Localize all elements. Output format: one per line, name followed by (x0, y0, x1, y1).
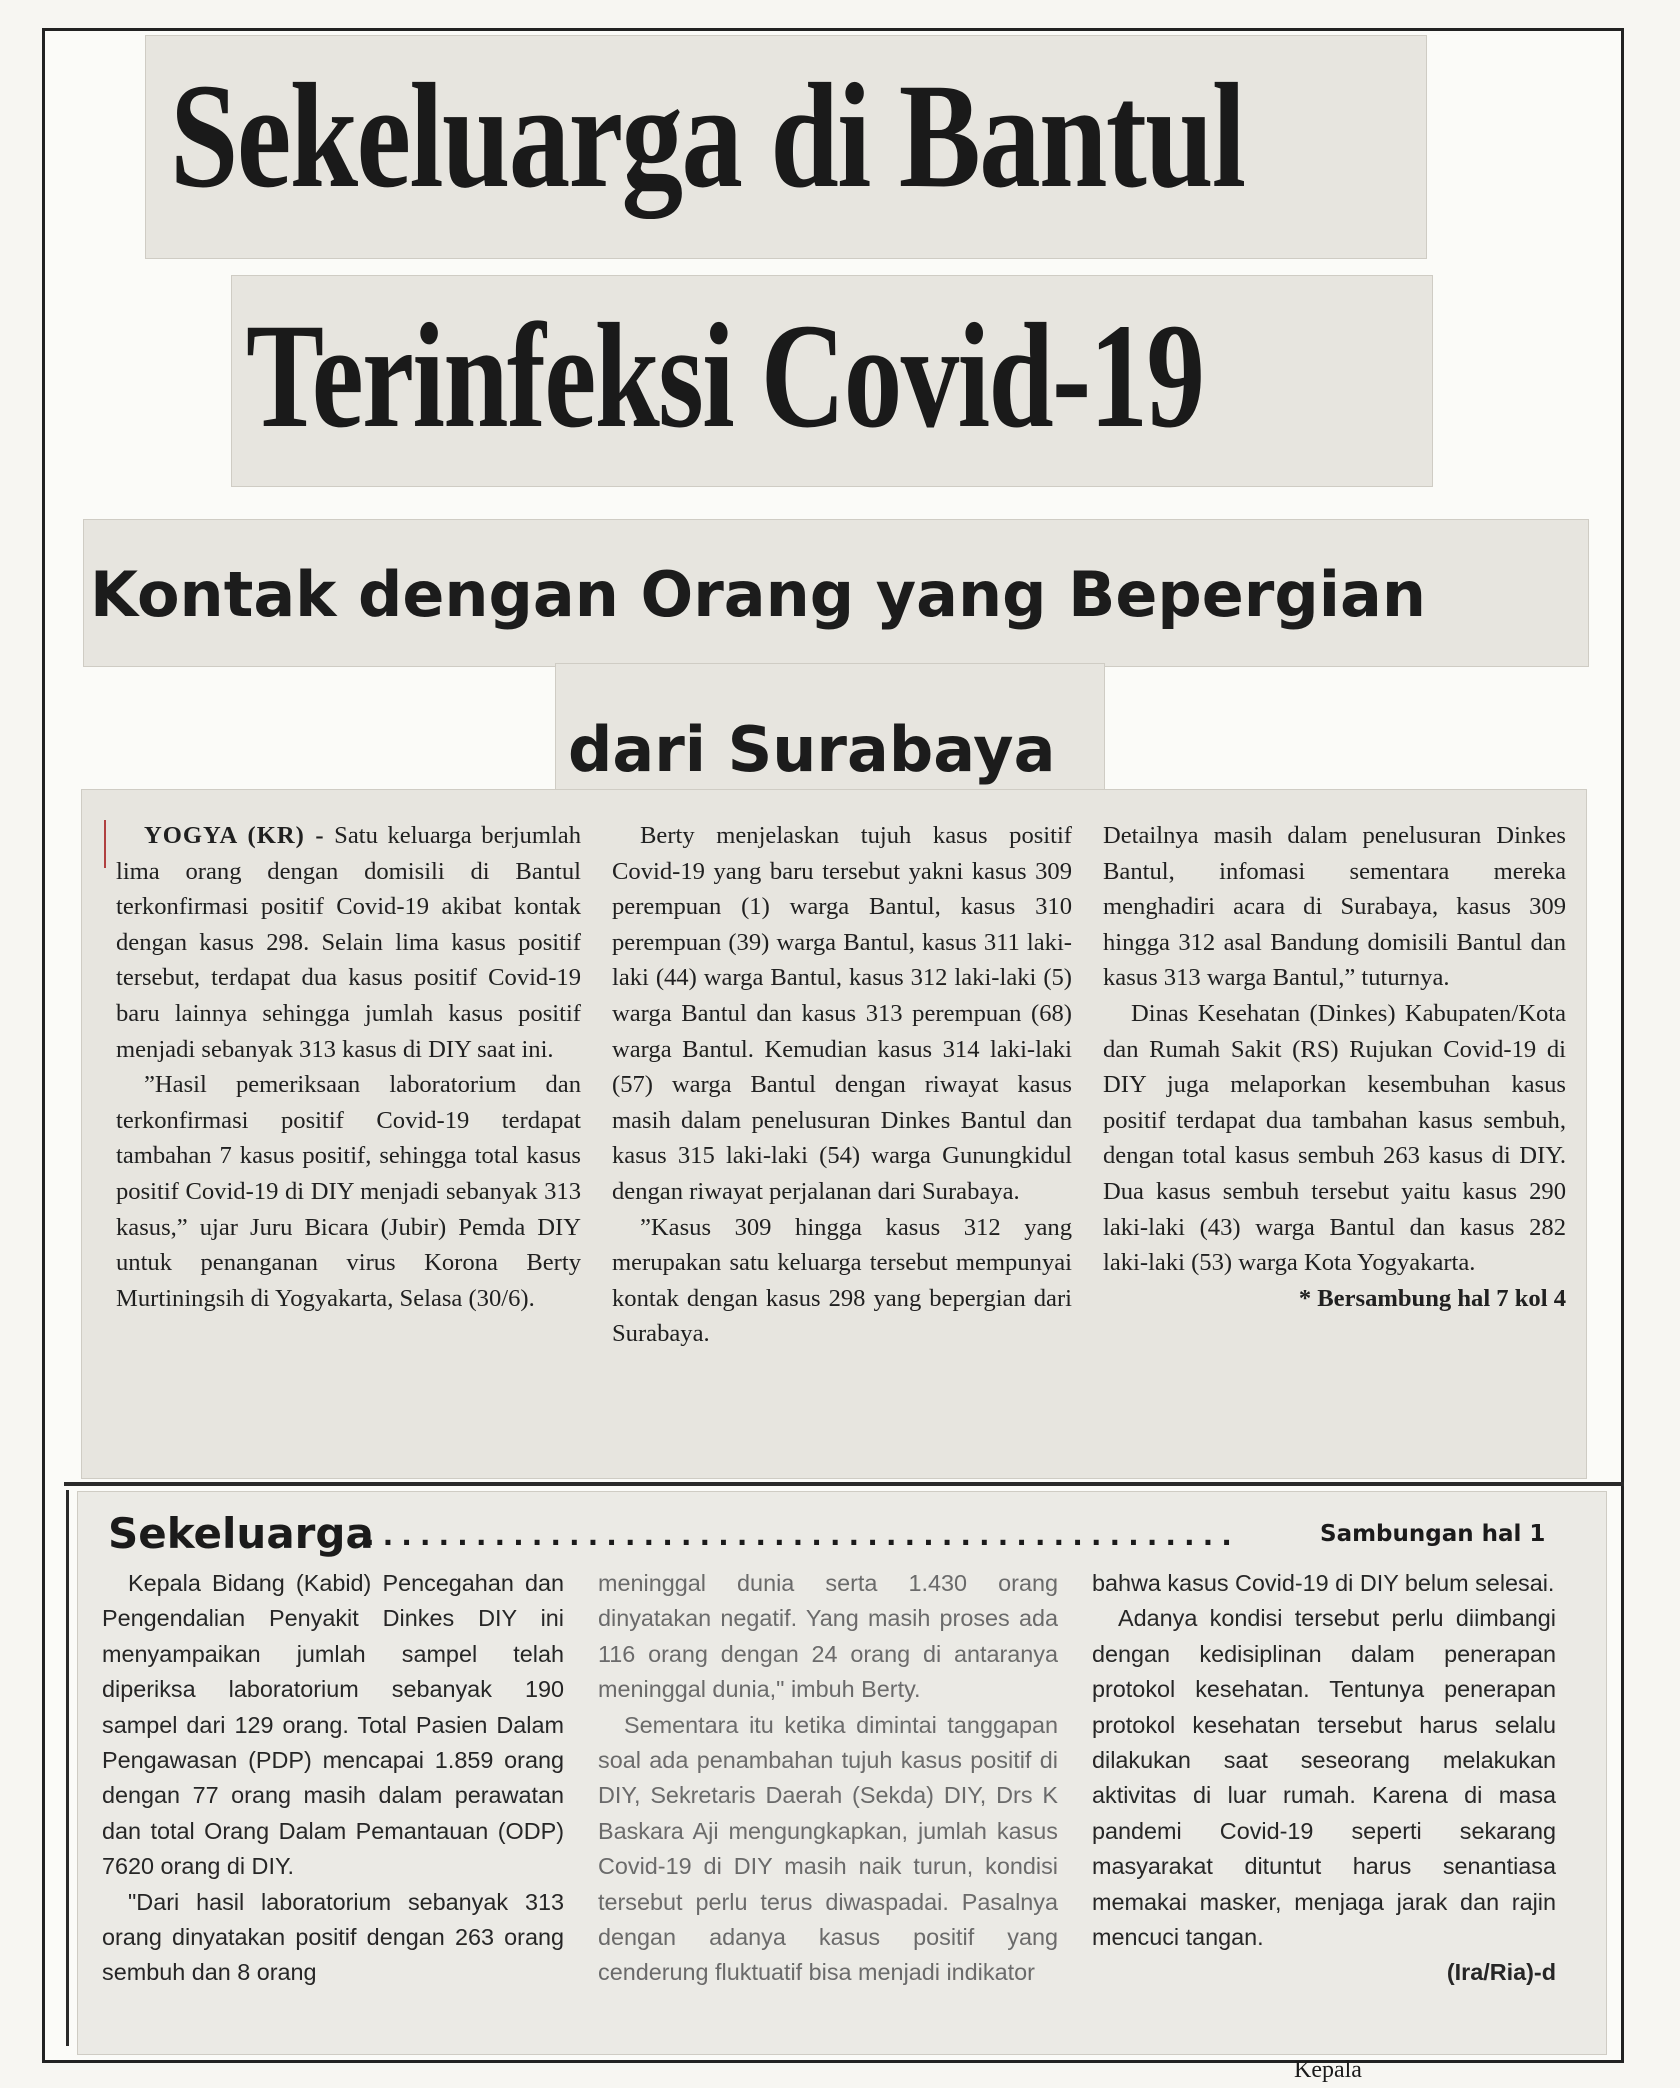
continuation-column-3 (1092, 1566, 1556, 1991)
subheadline-line1: Kontak dengan Orang yang Bepergian (90, 558, 1426, 631)
continuation-column-1 (102, 1566, 564, 1991)
headline-line2: Terinfeksi Covid-19 (246, 293, 1204, 459)
continuation-left-rule (66, 1490, 69, 2046)
continued-note: * Bersambung hal 7 kol 4 (1298, 1284, 1566, 1312)
continuation-label: Sambungan hal 1 (1320, 1521, 1546, 1547)
paragraph: Berty menjelaskan tujuh kasus positif Covid-19 yang baru tersebut yakni kasus 309 perempuan (1) warga Bantul, kasus 310 perempuan (39) warga Bantul, kasus 311 laki-laki (44) warga Bantul, kasus 312 laki-laki (5) warga Bantul dan kasus 313 perempuan (68) warga Bantul. Kemudian kasus 314 laki-laki (57) warga Bantul dengan riwayat kasus masih dalam penelusuran Dinkes Bantul dan kasus 315 laki-laki (54) warga Gunungkidul dengan riwayat perjalanan dari Surabaya. (612, 822, 1072, 1205)
author-credit: (Ira/Ria)-d (1446, 1959, 1556, 1986)
paragraph: "Dari hasil laboratorium sebanyak 313 orang dinyatakan positif dengan 263 orang sembuh dan 8 orang (102, 1888, 564, 1986)
paragraph: Satu keluarga berjumlah lima orang dengan domisili di Bantul terkonfirmasi positif Covid-19 akibat kontak dengan kasus 298. Selain lima kasus positif tersebut, terdapat dua kasus positif Covid-19 baru lainnya sehingga jumlah kasus positif menjadi sebanyak 313 kasus di DIY saat ini. (116, 822, 581, 1063)
continuation-title: Sekeluarga (108, 1509, 374, 1558)
paragraph: bahwa kasus Covid-19 di DIY belum selesai. (1092, 1570, 1555, 1596)
article-column-2 (612, 818, 1072, 1352)
paragraph: ”Kasus 309 hingga kasus 312 yang merupakan satu keluarga tersebut mempunyai kontak dengan kasus 298 yang bepergian dari Surabaya. (612, 1213, 1072, 1348)
article-column-1 (116, 818, 581, 1316)
paragraph: Adanya kondisi tersebut perlu diimbangi dengan kedisiplinan dalam penerapan protokol kesehatan. Tentunya penerapan protokol kesehatan tersebut harus selalu dilakukan saat seseorang melakukan aktivitas di luar rumah. Karena di masa pandemi Covid-19 seperti sekarang masyarakat dituntut harus senantiasa memakai masker, menjaga jarak dan rajin mencuci tangan. (1092, 1605, 1556, 1951)
dateline: YOGYA (KR) - (144, 822, 325, 849)
paragraph: Dinas Kesehatan (Dinkes) Kabupaten/Kota dan Rumah Sakit (RS) Rujukan Covid-19 di DIY juga melaporkan kesembuhan kasus positif terdapat dua tambahan kasus sembuh, dengan total kasus sembuh 263 kasus di DIY. Dua kasus sembuh tersebut yaitu kasus 290 laki-laki (43) warga Bantul dan kasus 282 laki-laki (53) warga Kota Yogyakarta. (1103, 999, 1566, 1277)
paragraph: Detailnya masih dalam penelusuran Dinkes Bantul, infomasi sementara mereka menghadiri acara di Surabaya, kasus 309 hingga 312 asal Bandung domisili Bantul dan kasus 313 warga Bantul,” tuturnya. (1103, 822, 1566, 992)
paragraph: meninggal dunia serta 1.430 orang dinyatakan negatif. Yang masih proses ada 116 orang dengan 24 orang di antaranya meninggal dunia," imbuh Berty. (598, 1570, 1058, 1703)
subheadline-line2: dari Surabaya (568, 713, 1056, 786)
continuation-column-2 (598, 1566, 1058, 1991)
paragraph: ”Hasil pemeriksaan laboratorium dan terkonfirmasi positif Covid-19 terdapat tambahan 7 kasus positif, sehingga total kasus positif Covid-19 di DIY menjadi sebanyak 313 kasus,” ujar Juru Bicara (Jubir) Pemda DIY untuk penanganan virus Korona Berty Murtiningsih di Yogyakarta, Selasa (30/6). (116, 1071, 581, 1312)
paragraph: Kepala Bidang (Kabid) Pencegahan dan Pengendalian Penyakit Dinkes DIY ini menyampaikan jumlah sampel telah diperiksa laboratorium sebanyak 190 sampel dari 129 orang. Total Pasien Dalam Pengawasan (PDP) mencapai 1.859 orang dengan 77 orang masih dalam perawatan dan total Orang Dalam Pemantauan (ODP) 7620 orang di DIY. (102, 1570, 564, 1880)
continuation-leader-dots: ............................................... (364, 1519, 1240, 1552)
next-article-fragment: Kepala (1294, 2057, 1362, 2083)
headline-line1: Sekeluarga di Bantul (170, 53, 1245, 219)
section-divider (64, 1482, 1624, 1486)
article-column-3 (1103, 818, 1566, 1316)
article-left-rule (104, 820, 106, 868)
paragraph: Sementara itu ketika dimintai tanggapan soal ada penambahan tujuh kasus positif di DIY, Sekretaris Daerah (Sekda) DIY, Drs K Baskara Aji mengungkapkan, jumlah kasus Covid-19 di DIY masih naik turun, kondisi tersebut perlu terus diwaspadai. Pasalnya dengan adanya kasus positif yang cenderung fluktuatif bisa menjadi indikator (598, 1711, 1058, 1986)
